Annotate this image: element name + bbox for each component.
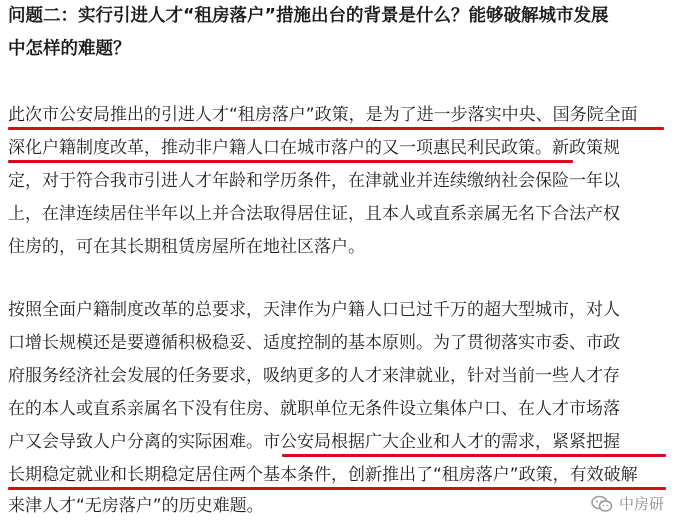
paragraph2-line-1: 按照全面户籍制度改革的总要求，天津作为户籍人口已过千万的超大型城市，对人 xyxy=(8,300,620,320)
paragraph1-line-5: 住房的，可在其长期租赁房屋所在地社区落户。 xyxy=(8,237,365,257)
highlight-underline xyxy=(282,454,666,457)
paragraph1-line-1: 此次市公安局推出的引进人才“租房落户”政策，是为了进一步落实中央、国务院全面 xyxy=(8,105,638,125)
paragraph2-line-4: 在的本人或直系亲属名下没有住房、就职单位无条件设立集体户口、在人才市场落 xyxy=(8,399,620,419)
paragraph1-line-4: 上，在津连续居住半年以上并合法取得居住证，且本人或直系亲属无名下合法产权 xyxy=(8,204,620,224)
paragraph2-line-6: 长期稳定就业和长期稳定居住两个基本条件，创新推出了“租房落户”政策，有效破解 xyxy=(8,465,638,485)
question-title-line-1: 问题二：实行引进人才“租房落户”措施出台的背景是什么？能够破解城市发展 xyxy=(8,6,609,26)
wechat-icon xyxy=(591,495,613,513)
highlight-underline xyxy=(8,127,664,130)
paragraph2-line-3: 府服务经济社会发展的任务要求，吸纳更多的人才来津就业，针对当前一些人才存 xyxy=(8,366,620,386)
question-title-line-2: 中怎样的难题？ xyxy=(8,39,131,59)
paragraph1-line-3: 定，对于符合我市引进人才年龄和学历条件，在津就业并连续缴纳社会保险一年以 xyxy=(8,171,620,191)
watermark-text: 中房研 xyxy=(618,495,664,513)
paragraph2-line-2: 口增长规模还是要遵循积极稳妥、适度控制的基本原则。为了贯彻落实市委、市政 xyxy=(8,333,620,353)
highlight-underline xyxy=(8,160,573,163)
highlight-underline xyxy=(8,487,666,490)
paragraph2-line-7: 来津人才“无房落户”的历史难题。 xyxy=(8,496,264,516)
paragraph2-line-5: 户又会导致人户分离的实际困难。市公安局根据广大企业和人才的需求，紧紧把握 xyxy=(8,432,620,452)
paragraph1-line-2: 深化户籍制度改革，推动非户籍人口在城市落户的又一项惠民利民政策。新政策规 xyxy=(8,138,620,158)
watermark xyxy=(591,493,664,514)
